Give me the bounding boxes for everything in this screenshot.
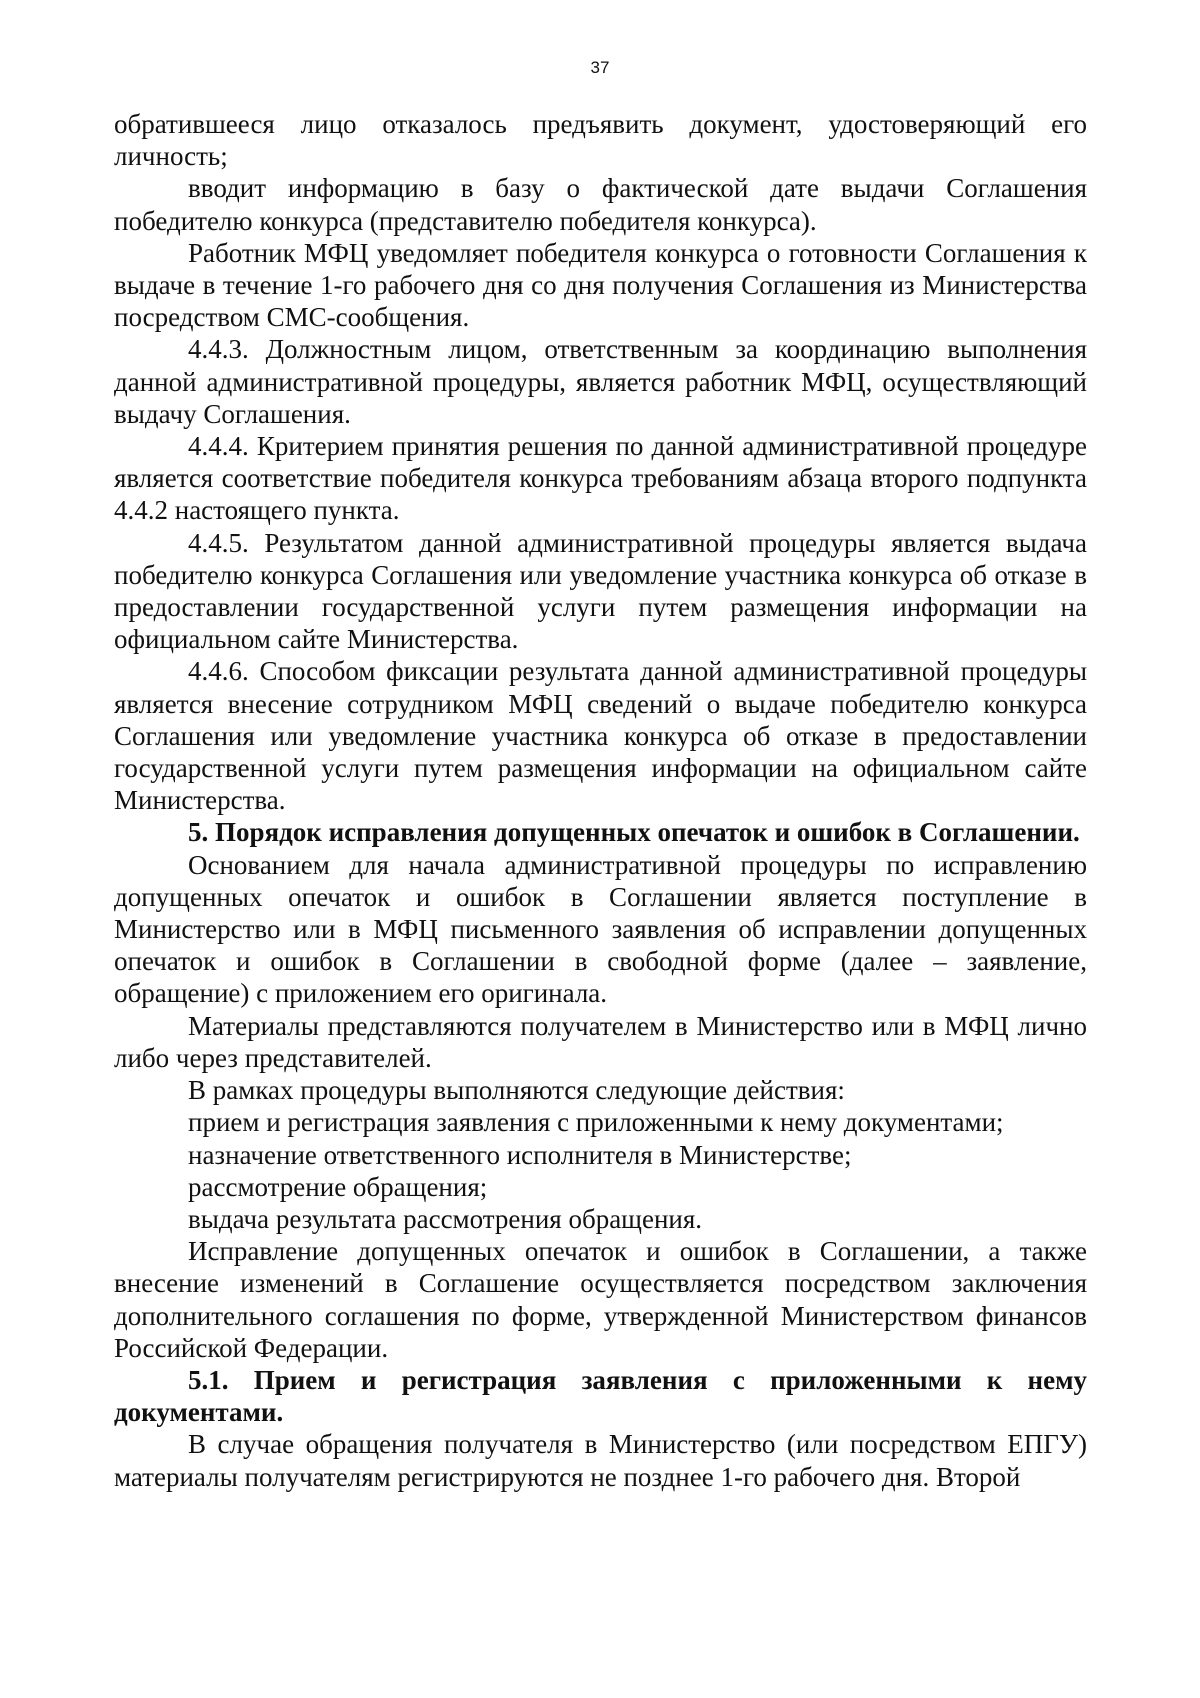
document-body (114, 108, 1087, 1493)
paragraph: Исправление допущенных опечаток и ошибок в Соглашении, а также внесение изменений в Соглашение осуществляется посредством заключения дополнительного соглашения по форме, утвержденной Министерством финансов Российской Федерации. (114, 1236, 1087, 1363)
page-number: 37 (590, 58, 610, 77)
paragraph: рассмотрение обращения; (188, 1171, 488, 1202)
paragraph: Материалы представляются получателем в Министерство или в МФЦ лично либо через представителей. (114, 1010, 1087, 1073)
paragraph: В рамках процедуры выполняются следующие действия: (188, 1075, 845, 1106)
section-heading: 5. Порядок исправления допущенных опечаток и ошибок в Соглашении. (188, 817, 1080, 848)
paragraph: прием и регистрация заявления с приложенными к нему документами; (188, 1107, 1004, 1138)
paragraph: 4.4.4. Критерием принятия решения по данной административной процедуре является соответствие победителя конкурса требованиям абзаца второго подпункта 4.4.2 настоящего пункта. (114, 431, 1087, 526)
paragraph: назначение ответственного исполнителя в Министерстве; (188, 1139, 852, 1170)
paragraph: Работник МФЦ уведомляет победителя конкурса о готовности Соглашения к выдаче в течение 1-го рабочего дня со дня получения Соглашения из Министерства посредством СМС-сообщения. (114, 237, 1087, 333)
paragraph: вводит информацию в базу о фактической дате выдачи Соглашения победителю конкурса (представителю победителя конкурса). (114, 173, 1087, 236)
section-heading: 5.1. Прием и регистрация заявления с приложенными к нему документами. (114, 1364, 1087, 1428)
paragraph: 4.4.5. Результатом данной административной процедуры является выдача победителю конкурса Соглашения или уведомление участника конкурса об отказе в предоставлении государственной услуги путем размещения информации на официальном сайте Министерства. (114, 527, 1087, 655)
paragraph: В случае обращения получателя в Министерство (или посредством ЕПГУ) материалы получателям регистрируются не позднее 1-го рабочего дня. Второй (114, 1429, 1087, 1492)
paragraph: 4.4.6. Способом фиксации результата данной административной процедуры является внесение сотрудником МФЦ сведений о выдаче победителю конкурса Соглашения или уведомление участника конкурса об отказе в предоставлении государственной услуги путем размещения информации на официальном сайте Министерства. (114, 656, 1087, 816)
paragraph: Основанием для начала административной процедуры по исправлению допущенных опечаток и ошибок в Соглашении является поступление в Министерство или в МФЦ письменного заявления об исправлении допущенных опечаток и ошибок в Соглашении в свободной форме (далее – заявление, обращение) с приложением его оригинала. (114, 849, 1087, 1009)
paragraph: обратившееся лицо отказалось предъявить документ, удостоверяющий его личность; (114, 109, 1087, 172)
paragraph: выдача результата рассмотрения обращения. (188, 1203, 703, 1234)
paragraph: 4.4.3. Должностным лицом, ответственным за координацию выполнения данной административной процедуры, является работник МФЦ, осуществляющий выдачу Соглашения. (114, 334, 1087, 429)
